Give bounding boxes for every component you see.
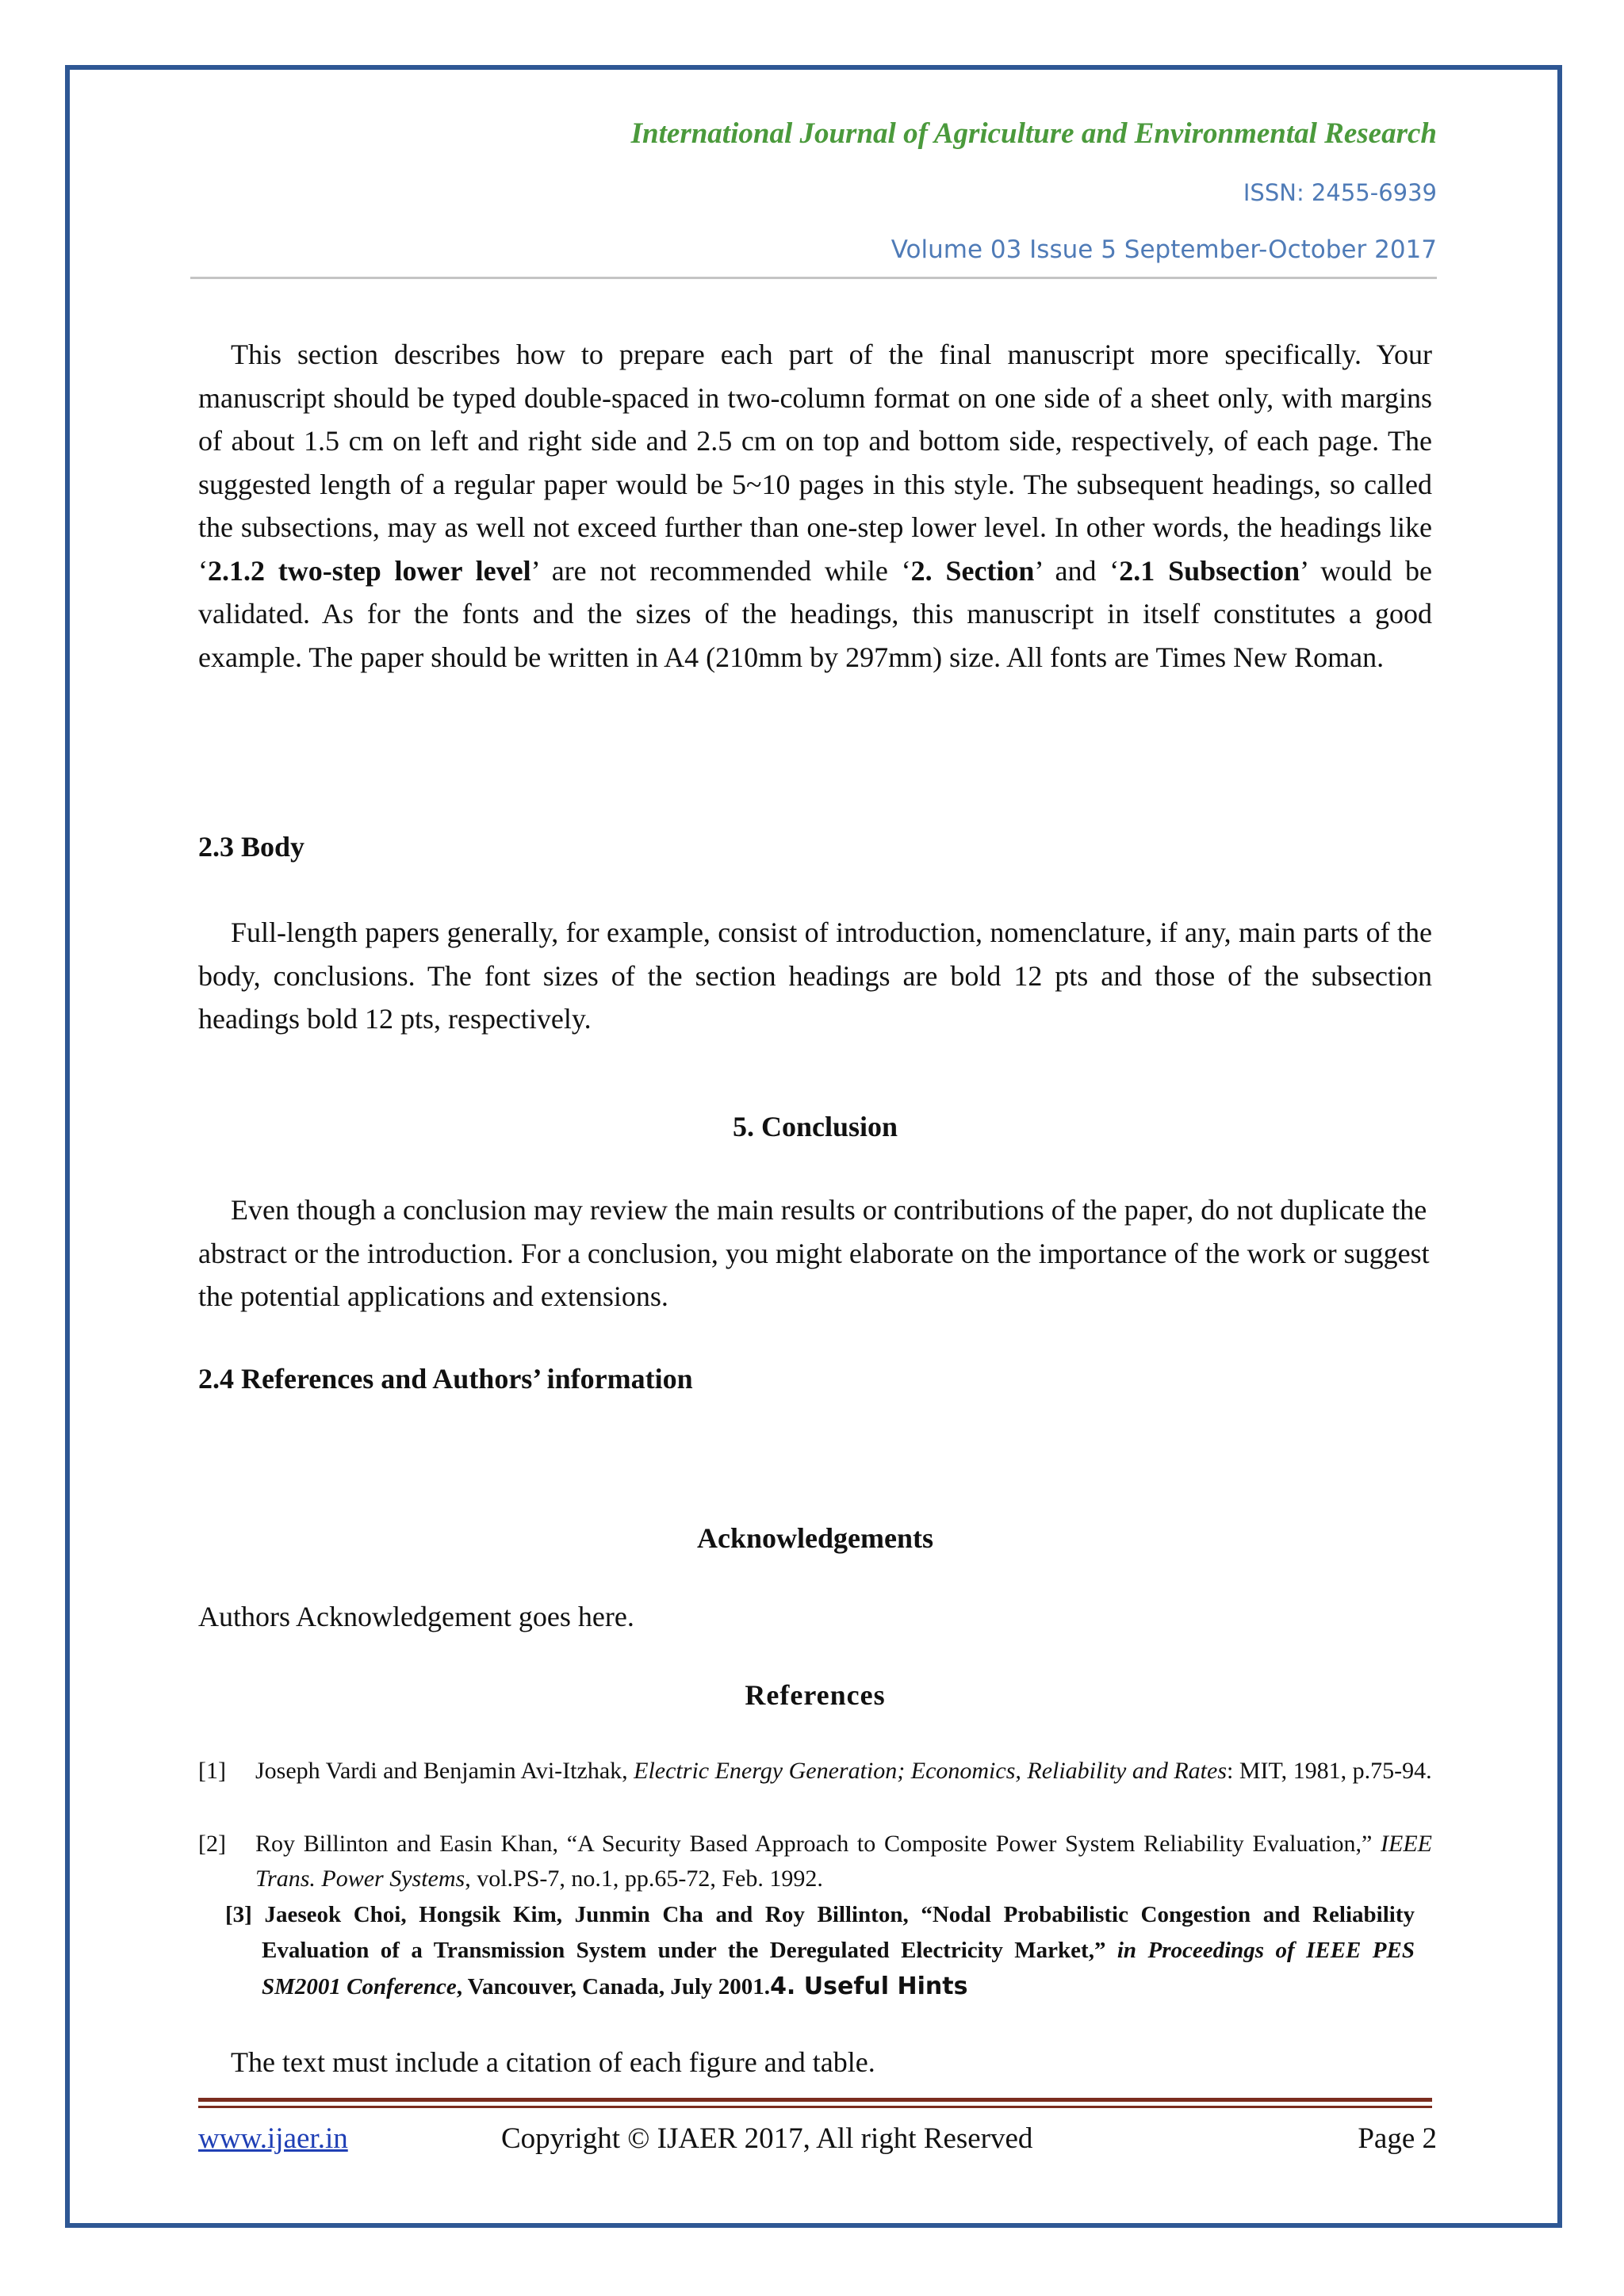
intro-text-4: ’ would be validated. As for the fonts and the sizes of the headings, this manuscript in itself constitutes a good example. The paper should be written in A4 (210mm by 297mm) size. All fonts are Times New Roman. bbox=[198, 554, 1432, 673]
reference-number: [1] bbox=[198, 1758, 226, 1784]
body-heading: 2.3 Body bbox=[198, 831, 305, 863]
copyright-notice: Copyright © IJAER 2017, All right Reserved bbox=[501, 2122, 1033, 2155]
reference-item bbox=[198, 1754, 1432, 1789]
reference-details: , Vancouver, Canada, July 2001. bbox=[456, 1974, 771, 1999]
intro-bold-3: 2.1 Subsection bbox=[1119, 554, 1300, 587]
intro-text-1: This section describes how to prepare each part of the final manuscript more specifically. Your manuscript should be typed double-spaced in two-column format on one side of a sheet only, with margins of about 1.5 cm on left and right side and 2.5 cm on top and bottom side, respectively, of each page. The suggested length of a regular paper would be 5~10 pages in this style. The subsequent headings, so called the subsections, may as well not exceed further than one-step lower level. In other words, the headings like ‘ bbox=[198, 339, 1432, 587]
page-number: Page 2 bbox=[1358, 2122, 1437, 2155]
acknowledgements-text: Authors Acknowledgement goes here. bbox=[198, 1601, 634, 1632]
intro-text-2: ’ are not recommended while ‘ bbox=[530, 554, 911, 587]
reference-number: [2] bbox=[198, 1831, 226, 1857]
reference-journal: IEEE Trans. Power Systems bbox=[255, 1831, 1432, 1892]
journal-title: International Journal of Agriculture and Environmental Research bbox=[630, 117, 1437, 150]
reference-authors: Roy Billinton and Easin Khan, “A Security Based Approach to Composite Power System Reliability Evaluation,” bbox=[255, 1831, 1381, 1857]
intro-bold-1: 2.1.2 two-step lower level bbox=[208, 554, 531, 587]
intro-paragraph bbox=[198, 333, 1432, 679]
reference-item bbox=[198, 1827, 1432, 1896]
header-divider bbox=[190, 277, 1437, 279]
acknowledgements-heading: Acknowledgements bbox=[697, 1522, 933, 1554]
reference-proceedings: in Proceedings of IEEE PES SM2001 Conference bbox=[262, 1938, 1415, 1999]
footer-divider-thin bbox=[198, 2106, 1432, 2108]
footer-divider-thick bbox=[198, 2098, 1432, 2102]
conclusion-heading: 5. Conclusion bbox=[732, 1111, 898, 1142]
reference-title: Electric Energy Generation; Economics, Reliability and Rates bbox=[634, 1758, 1227, 1784]
hints-paragraph: The text must include a citation of each figure and table. bbox=[231, 2046, 875, 2078]
references-authors-heading: 2.4 References and Authors’ information bbox=[198, 1363, 693, 1395]
reference-authors: Joseph Vardi and Benjamin Avi-Itzhak, bbox=[255, 1758, 634, 1784]
references-heading: References bbox=[745, 1679, 886, 1711]
journal-website-link[interactable]: www.ijaer.in bbox=[198, 2122, 348, 2155]
conclusion-paragraph: Even though a conclusion may review the main results or contributions of the paper, do not duplicate the abstract or the introduction. For a conclusion, you might elaborate on the importance of the work or suggest the potential applications and extensions. bbox=[198, 1194, 1430, 1312]
reference-item bbox=[225, 1897, 1415, 2005]
intro-bold-2: 2. Section bbox=[910, 554, 1035, 587]
reference-authors: Jaeseok Choi, Hongsik Kim, Junmin Cha and Roy Billinton, “Nodal Probabilistic Congestion and Reliability Evaluation of a Transmission System under the Deregulated Electricity Market,” bbox=[262, 1902, 1415, 1963]
reference-number: [3] bbox=[225, 1902, 252, 1927]
body-paragraph: Full-length papers generally, for example, consist of introduction, nomenclature, if any, main parts of the body, conclusions. The font sizes of the section headings are bold 12 pts and those of the subsection headings bold 12 pts, respectively. bbox=[198, 916, 1432, 1035]
useful-hints-heading: 4. Useful Hints bbox=[770, 1973, 968, 2000]
issn: ISSN: 2455-6939 bbox=[1243, 179, 1437, 206]
intro-text-3: ’ and ‘ bbox=[1034, 554, 1120, 587]
reference-details: , vol.PS-7, no.1, pp.65-72, Feb. 1992. bbox=[465, 1866, 823, 1892]
reference-details: : MIT, 1981, p.75-94. bbox=[1227, 1758, 1432, 1784]
volume-issue: Volume 03 Issue 5 September-October 2017 bbox=[891, 235, 1437, 264]
